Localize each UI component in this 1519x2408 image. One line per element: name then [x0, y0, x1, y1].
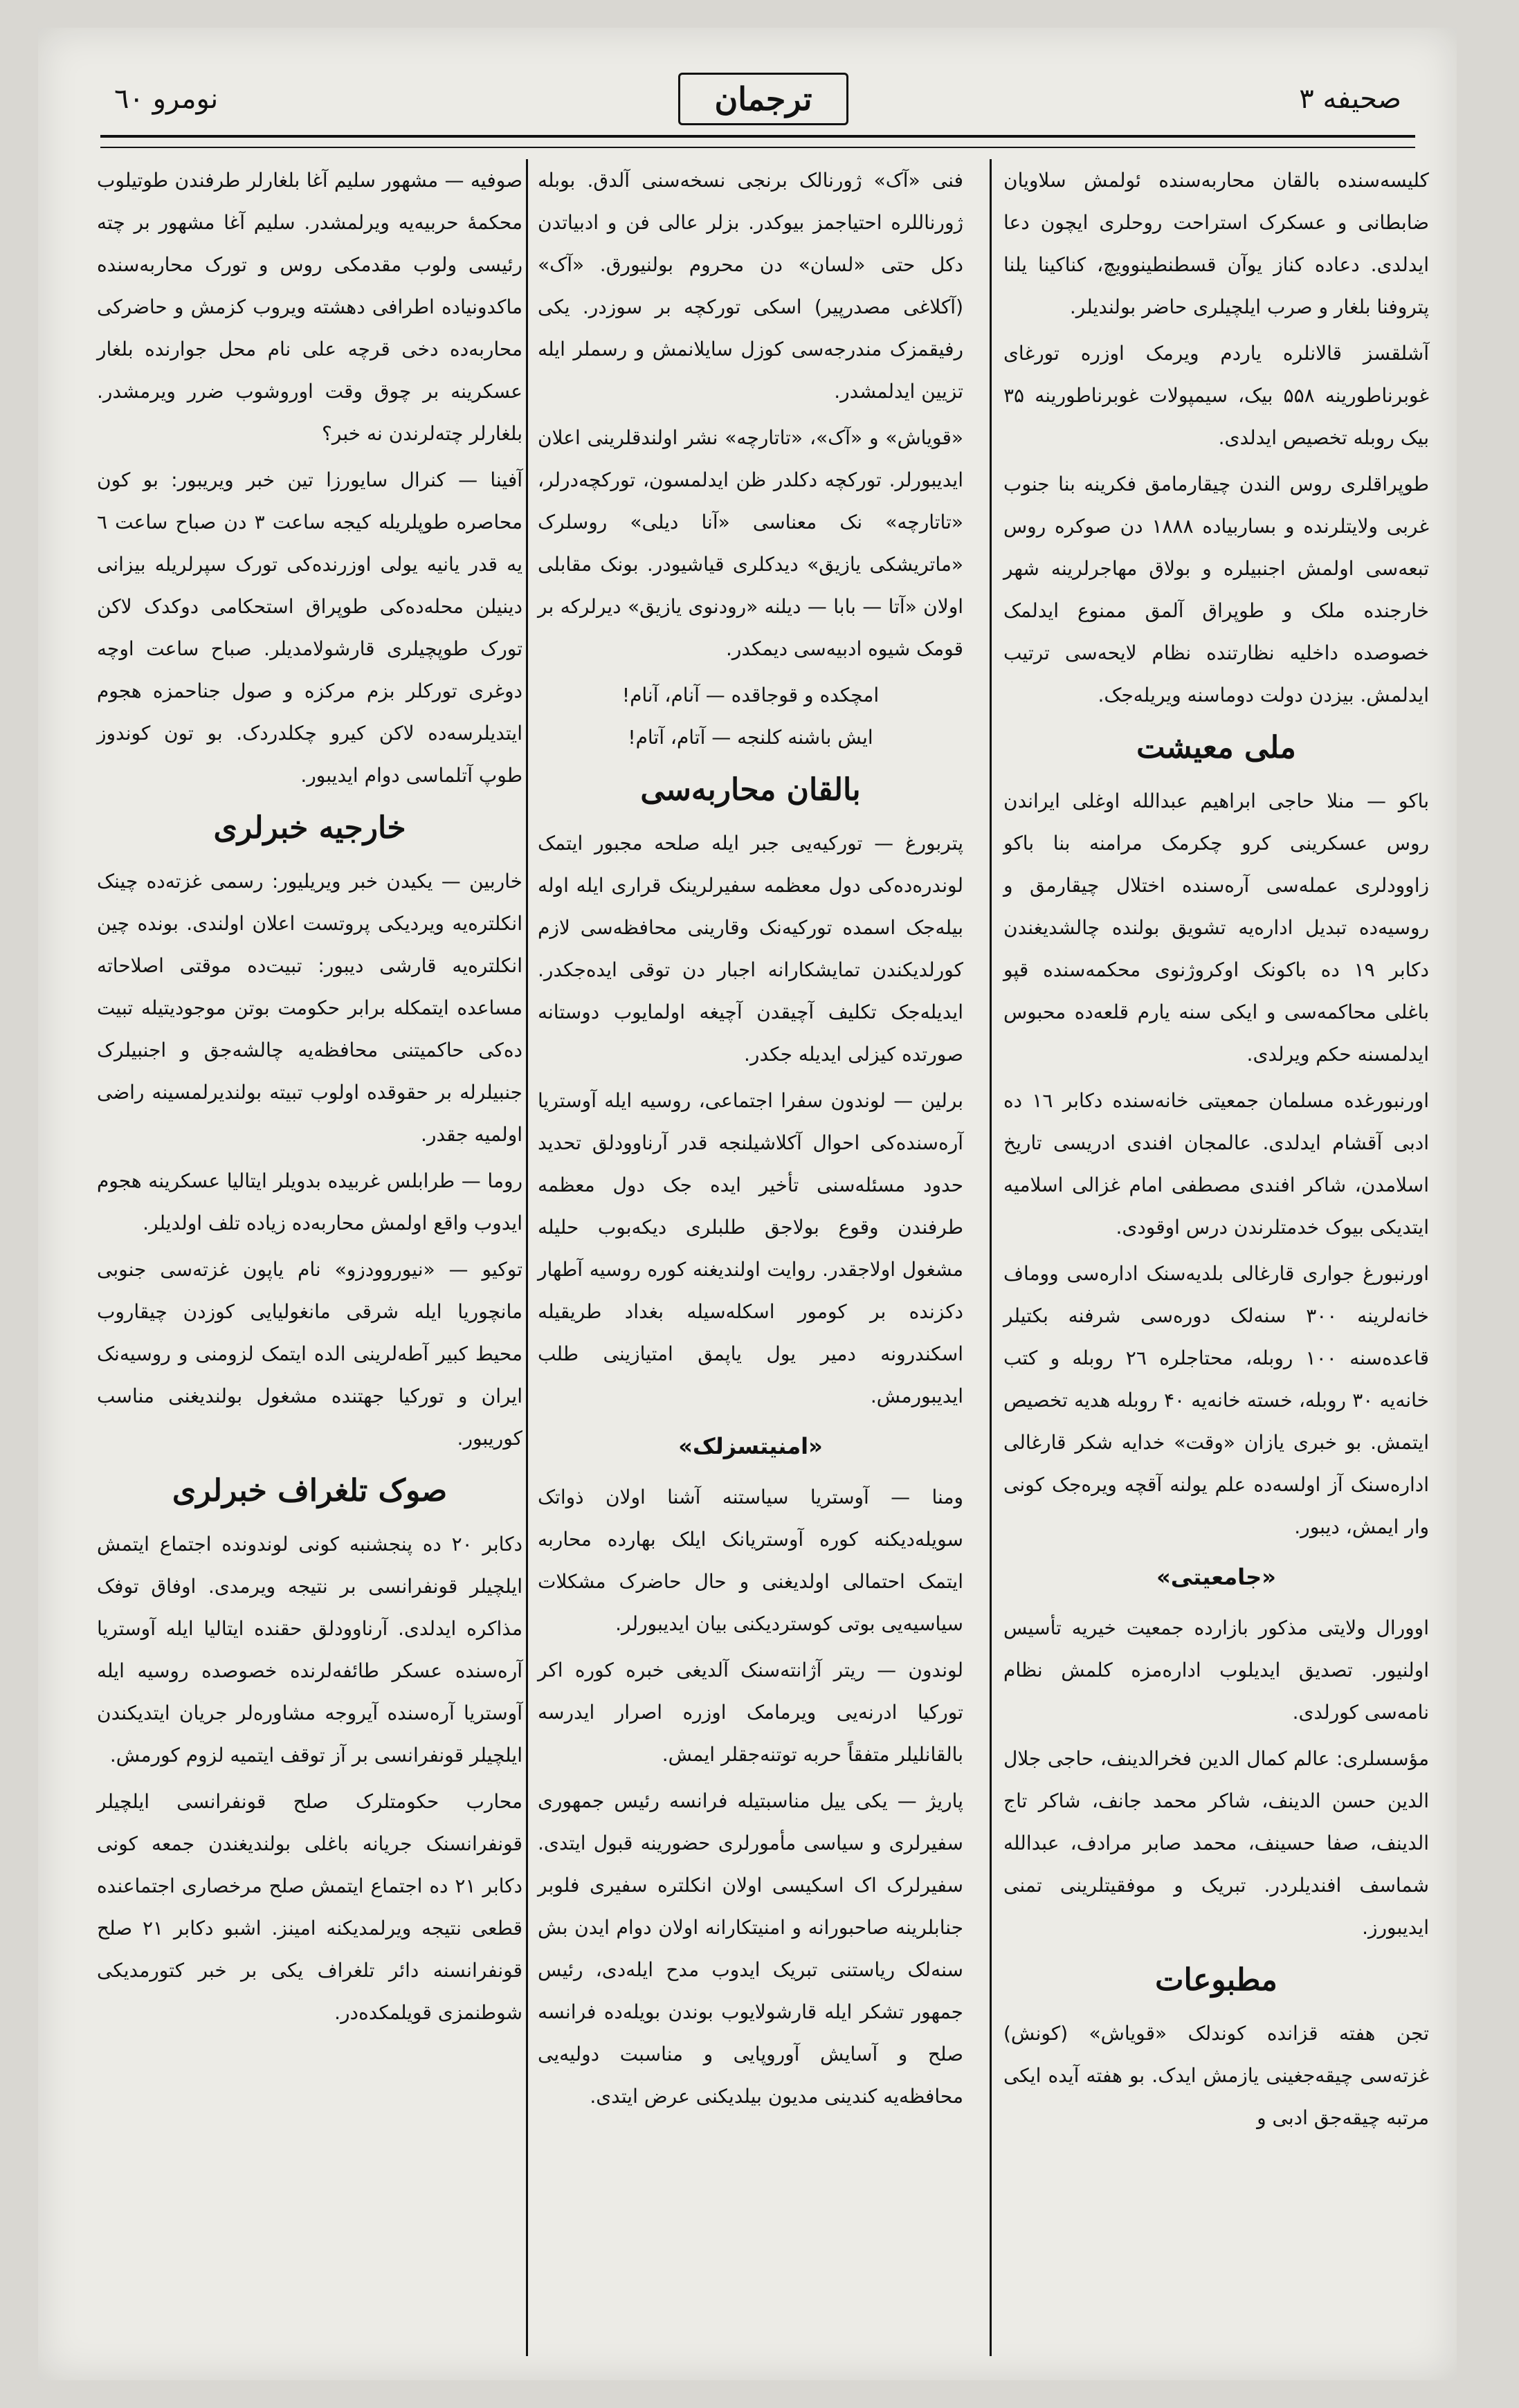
article-paragraph: آشلقسز قالانلره یاردم ویرمک اوزره تورغای غوبرناطورینه ۵۵۸ بیک، سیمپولات غوبرناطورینه ۳۵ بیک روبله تخصیص ایدلدی.	[1003, 342, 1429, 449]
article-paragraph: دکابر ۲۰ ده پنجشنبه کونی لوندونده اجتماع ایتمش ایلچیلر قونفرانسی بر نتیجه ویرمدی. اوفاق توفک مذاکره ایدلدی. آرناوودلق حقنده ایتالیا ایله آوستریا آره‌سنده عسکر طائفه‌لرنده خصوصده روسیه ایله آوستریا آره‌سنده آیروجه مشاوره‌لر جریان ایتدیکندن ایلچیلر قونفرانسی بر آز توقف ایتمیه لزوم کورمش.	[97, 1533, 522, 1767]
page-number-label: صحیفه ۳	[1299, 83, 1401, 115]
column-divider-2	[526, 159, 528, 2356]
article-paragraph: اوورال ولایتی مذکور بازارده جمعیت خیریه تأسیس اولنیور. تصدیق ایدیلوب اداره‌مزه کلمش نظام نامه‌سی کورلدی.	[1003, 1616, 1429, 1724]
subheading-jamiyati: «جامعیتی»	[1156, 1564, 1276, 1590]
column-divider-1	[990, 159, 992, 2356]
article-paragraph: اورنبورغده مسلمان جمعیتی خانه‌سنده دکابر ۱٦ ده ادبی آقشام ایدلدی. عالمجان افندی ادریسی تاریخ اسلامدن، شاکر افندی مصطفی امام غزالی اسلامیه ایتدیکی بیوک خدمتلرندن درس اوقودی.	[1003, 1089, 1429, 1239]
verse-line: امچکده و قوجاقده — آنام، آنام!	[621, 684, 880, 706]
article-paragraph: پتربورغ — تورکیه‌یی جبر ایله صلحه مجبور ایتمک لوندره‌ده‌کی دول معظمه سفیرلرینک قراری ایله اوله بیله‌جک اسمده تورکیه‌نک وقارینی محافظه‌سی لازم کورلدیکندن تمایشکارانه اجبار دن توقی ایده‌جکدر. ایدیله‌جک تکلیف آچیقدن آچیغه اولمایوب دوستانه صورتده کیزلی ایدیله جکدر.	[538, 832, 963, 1066]
article-paragraph: اورنبورغ جواری قارغالی بلدیه‌سنک اداره‌سی ووماف خانه‌لرینه ۳۰۰ سنه‌لک دوره‌سی شرفنه بکتیلر قاعده‌سنه ۱۰۰ روبله، محتاجلره ۲٦ روبله و کتب خانه‌یه ۳۰ روبله، خسته خانه‌یه ۴۰ روبله هدیه تخصیص ایتمش. بو خبری یازان «وقت» خدایه شکر قارغالی اداره‌سنک آز اولسه‌ده علم یولنه آقچه ویره‌جک کونی وار ایمش، دیبور.	[1003, 1262, 1430, 1538]
section-heading-last-telegrams: صوک تلغراف خبرلری	[172, 1473, 448, 1508]
article-paragraph: لوندون — ریتر آژانته‌سنک آلدیغی خبره کوره اکر تورکیا ادرنه‌یی ویرمامک اوزره اصرار ایدرسه بالقانلیلر متفقاً حربه توتنه‌جقلر ایمش.	[538, 1659, 963, 1766]
header-rule-thin	[100, 147, 1415, 148]
section-heading-balkan-war: بالقان محاربه‌سی	[640, 772, 861, 808]
issue-number-label: نومرو ٦٠	[114, 83, 219, 115]
article-paragraph: پاریژ — یکی ییل مناسبتیله فرانسه رئیس جمهوری سفیرلری و سیاسی مأمورلری حضورینه قبول ایتدی. سفیرلرک اک اسکیسی اولان انکلتره سفیری فلوبر جنابلرینه صاحبورانه و امنیتکارانه اولان دوام ایدن بش سنه‌لک ریاستنی تبریک ایدوب مدح ایله‌دی، رئیس جمهور تشکر ایله قارشولایوب بوندن بویله‌ده فرانسه صلح و آسایش آوروپایی و مناسبت دولیه‌یی محافظه‌یه کندینی مدیون بیلدیکنی عرض ایتدی.	[538, 1789, 963, 2108]
article-paragraph: ومنا — آوستریا سیاستنه آشنا اولان ذواتک سویله‌دیکنه کوره آوستریانک ایلک بهارده محاربه ایتمک احتمالی اولدیغنی و حال حاضرک مشکلات سیاسیه‌یی بوتی کوستردیکنی بیان ایدیبورلر.	[538, 1486, 963, 1635]
column-middle	[538, 159, 963, 2356]
article-paragraph: خاربین — یکیدن خبر ویریلیور: رسمی غزته‌ده چینک انکلتره‌یه ویردیکی پروتست اعلان اولندی. بونده چین انکلتره‌یه قارشی دیبور: تبیت‌ده موقتی اصلاحاته مساعده ایتمکله برابر حکومت بوتن موجودیتیله تبیت ده‌کی حاکمیتنی محافظه‌یه چالشه‌جق و اجنبیلرک جنبیلرله بر حقوقده اولوب تبیته بولندیرلمسینه راضی اولمیه جقدر.	[97, 870, 522, 1146]
article-paragraph: فنی «آک» ژورنالک برنجی نسخه‌سنی آلدق. بوبله ژورناللره احتیاجمز بیوکدر. بزلر عالی فن و ادبیاتدن دکل حتی «لسان» دن محروم بولنیورق. «آک» (آکلاغی مصدرپیر) اسکی تورکچه بر سوزدر. یکی رفیقمزک مندرجه‌سی کوزل سایلانمش و رسملر ایله تزیین ایدلمشدر.	[538, 169, 963, 403]
section-heading-matbuat: مطبوعات	[1155, 1962, 1277, 1998]
article-paragraph: محارب حکومتلرک صلح قونفرانسی ایلچیلر قونفرانسنک جریانه باغلی بولندیغندن جمعه کونی دکابر ۲۱ ده اجتماع ایتمش صلح مرخصاری اجتماعنده قطعی نتیجه ویرلمدیکنه امینز. اشبو دکابر ۲۱ صلح قونفرانسنه دائر تلغراف یکی بر خبر کتورمدیکی شوطنمزی قویلمکده‌در.	[97, 1790, 522, 2024]
verse-line: ایش باشنه کلنجه — آتام، آتام!	[628, 726, 873, 749]
article-paragraph: صوفیه — مشهور سلیم آغا بلغارلر طرفندن طوتیلوب محکمهٔ حربیه‌یه ویرلمشدر. سلیم آغا مشهور بر چته رئیسی ولوب مقدمکی روس و تورک محاربه‌سنده ماکدونیاده اطرافی دهشته ویروب کزمش و حاضرکی محاربه‌ده دخی قرچه علی نام محل جوارنده بلغار عسکرینه بر چوق وقت اوروشوب ضرر ویرمشدر. بلغارلر چته‌لرندن نه خبر؟	[97, 169, 522, 445]
article-paragraph: آفینا — کنرال سایورزا تین خبر ویریبور: بو کون محاصره طوپلریله کیجه ساعت ۳ دن صباح ساعت ٦ یه قدر یانیه یولی اوزرنده‌کی تورک سپرلریله بیزانی دینیلن محله‌ده‌کی طوپراق استحکامی دوکدک لاکن تورک طوپچیلری قارشولامدیلر. صباح ساعت اوچه دوغری تورکلر بزم مرکزه و صول جناحمزه هجوم ایتدیلرسه‌ده لاکن کیرو چکلدردک. بو تون کوندوز طوپ آتلماسی دوام ایدیبور.	[97, 468, 522, 787]
article-paragraph: طوپراقلری روس الندن چیقارمامق فکرینه بنا جنوب غربی ولایتلرنده و بساربیاده ۱۸۸۸ دن صوکره روس تبعه‌سی اولمش اجنبیلره و بولاق مهاجرلرینه شهر خارجنده ملک و طوپراق آلمق ممنوع ایدلمک خصوصده داخلیه نظارتنده نظام لایحه‌سی ترتیب ایدلمش. بیزدن دولت دوماسنه ویریله‌جک.	[1003, 473, 1429, 706]
article-paragraph: باکو — منلا حاجی ابراهیم عبدالله اوغلی ایراندن روس عسکرینی کرو چکرمک مرامنه بنا باکو زاوودلری عمله‌سی آره‌سنده اختلال چیقارمق و روسیه‌ده تبدیل اداره‌یه تشویق بولنده چالشدیغندن دکابر ۱۹ ده باکونک اوکروژنوی محکمه‌سنده قپو باغلی محاکمه‌سی و ایکی سنه یارم قلعه‌ده محبوس ایدلمسنه حکم ویرلدی.	[1003, 790, 1429, 1066]
newspaper-page	[38, 28, 1457, 2380]
column-left	[97, 159, 522, 2356]
column-right	[1003, 159, 1429, 2356]
section-heading-foreign-news: خارجیه خبرلری	[213, 810, 406, 846]
article-paragraph: برلین — لوندون سفرا اجتماعی، روسیه ایله آوستریا آره‌سنده‌کی احوال آکلاشیلنجه قدر آرناوودلق تحدید حدود مسئله‌سنی تأخیر ایده جک دول معظمه طرفندن وقوع بولاجق طلبلری دیکه‌بوب حلیله مشغول اولاجقدر. روایت اولندیغنه کوره روسیه آطهار دکزنده بر کومور اسکله‌سیله بغداد طریقیله اسکندرونه دمیر یول یاپمق امتیازینی طلب ایدیبورمش.	[538, 1089, 963, 1407]
masthead	[38, 69, 1457, 145]
article-paragraph: کلیسه‌سنده بالقان محاربه‌سنده ئولمش سلاویان ضابطانی و عسکرک استراحت روحلری ایچون دعا ایدلدی. دعاده کناز یوآن قسطنطینوویچ، کناکینا یلنا پتروفنا بلغار و صرب ایلچیلری حاضر بولندیلر.	[1003, 169, 1429, 318]
subheading-insecurity: «امنیتسزلک»	[678, 1433, 823, 1459]
newspaper-title: ترجمان	[678, 73, 848, 125]
article-paragraph: تجن هفته قزانده کوندلک «قویاش» (کونش) غزته‌سی چیقه‌جغینی یازمش ایدک. بو هفته آیده ایکی مرتبه چیقه‌جق ادبی و	[1003, 2022, 1429, 2129]
article-paragraph: «قویاش» و «آک»، «تاتارچه» نشر اولندقلرینی اعلان ایدیبورلر. تورکچه دکلدر ظن ایدلمسون، تورکچه‌درلر، «تاتارچه» نک معناسی «آنا دیلی» روسلرک «ماتریشکی یازیق» دیدکلری قیاشیودر. بونک مقابلی اولان «آتا — بابا — دیلنه «رودنوی یازیق» دیرلرکه بر قومک شیوه ادبیه‌سی دیمکدر.	[538, 426, 963, 660]
header-rule-thick	[100, 135, 1415, 138]
article-paragraph: مؤسسلری: عالم کمال الدین فخرالدینف، حاجی جلال الدین حسن الدینف، شاکر محمد جانف، شاکر تاج الدینف، صفا حسینف، محمد صابر مرادف، عبدالله شماسف افندیلردر. تبریک و موفقیتلرینی تمنی ایدیبورز.	[1003, 1747, 1429, 1939]
article-paragraph: توکیو — «نیوروودزو» نام یاپون غزته‌سی جنوبی مانچوریا ایله شرقی مانغولیایی کوزدن چیقاروب محیط کبیر آطه‌لرینی الده ایتمک لزومنی و روسیه‌نک ایران و تورکیا جهتنده مشغول بولندیغنی مناسب کوریبور.	[97, 1258, 522, 1450]
section-heading-milli-maishat: ملی معیشت	[1136, 730, 1296, 765]
article-paragraph: روما — طرابلس غربیده بدویلر ایتالیا عسکرینه هجوم ایدوب واقع اولمش محاربه‌ده زیاده تلف اولدیلر.	[97, 1169, 522, 1234]
